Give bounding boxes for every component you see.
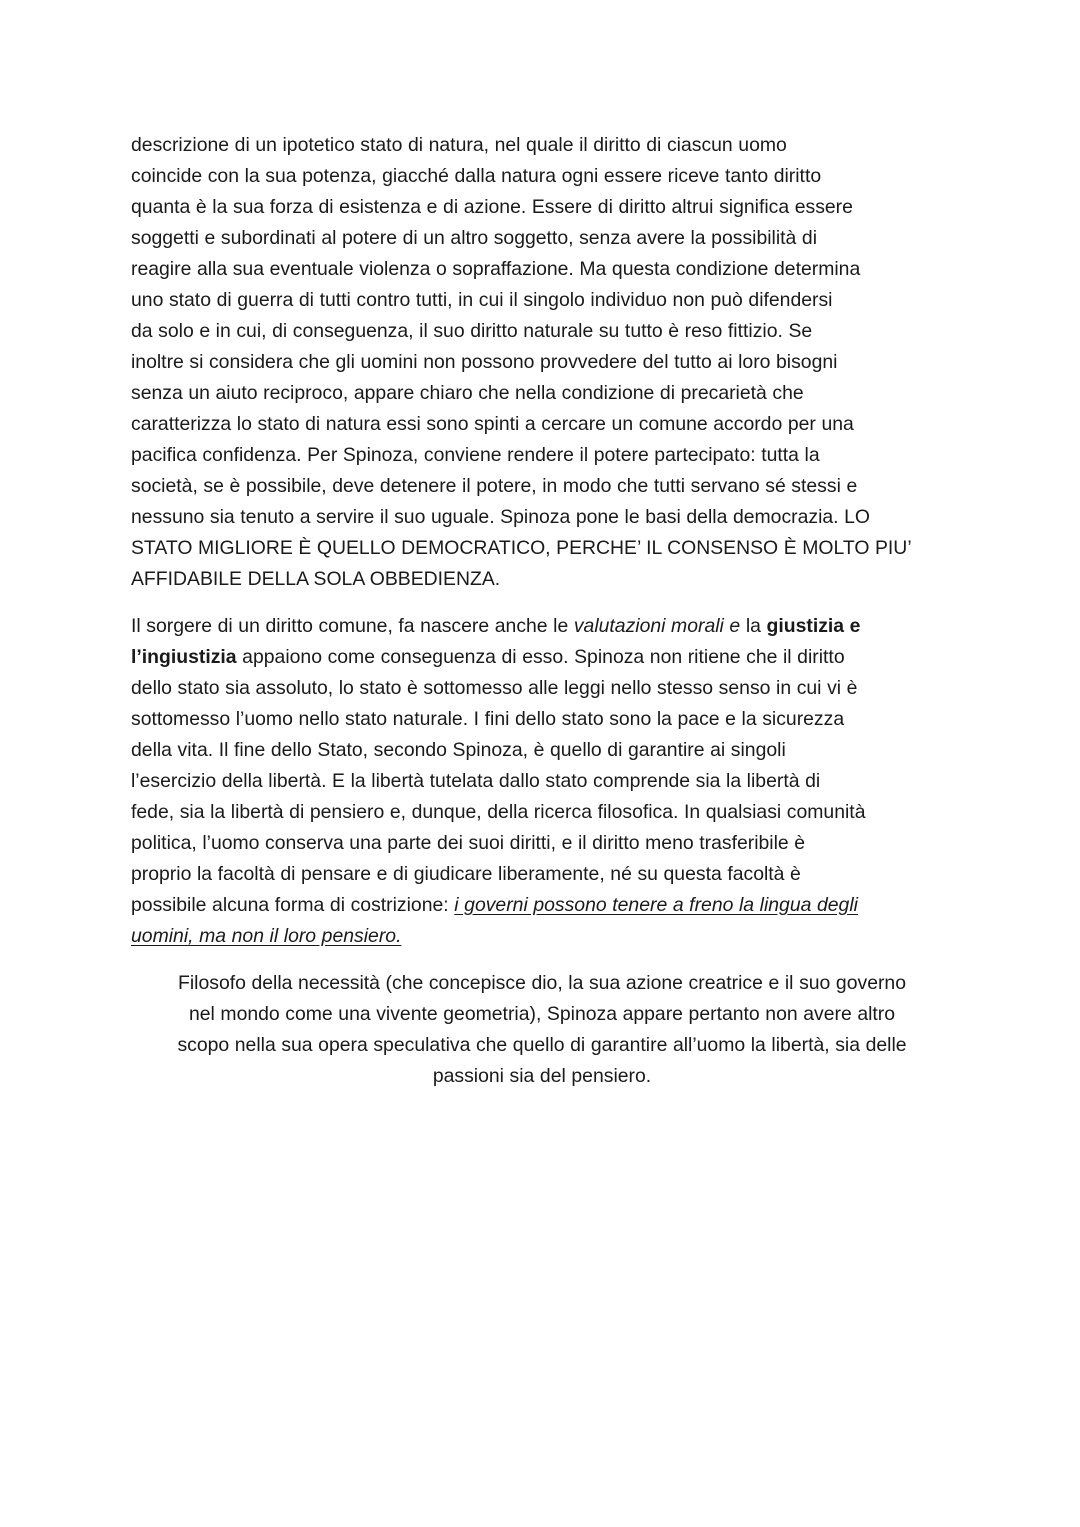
text-line-uppercase: AFFIDABILE DELLA SOLA OBBEDIENZA. [131,568,501,590]
text-line: pacifica confidenza. Per Spinoza, conviene rendere il potere partecipato: tutta la [131,444,820,466]
text-line: inoltre si considera che gli uomini non possono provvedere del tutto ai loro bisogni [131,351,838,373]
text-line: fede, sia la libertà di pensiero e, dunque, della ricerca filosofica. In qualsiasi comunità [131,801,866,823]
text-line [131,646,845,668]
text-line: l’esercizio della libertà. E la libertà tutelata dallo stato comprende sia la libertà di [131,770,821,792]
text-line: società, se è possibile, deve detenere il potere, in modo che tutti servano sé stessi e [131,475,858,497]
text-line: scopo nella sua opera speculativa che quello di garantire all’uomo la libertà, sia delle [177,1034,907,1056]
text-line: nessuno sia tenuto a servire il suo uguale. Spinoza pone le basi della democrazia. LO [131,506,871,528]
text-line: da solo e in cui, di conseguenza, il suo diritto naturale su tutto è reso fittizio. Se [131,320,813,342]
quote-underlined: i governi possono tenere a freno la lingua degli [454,894,858,916]
text-line: uno stato di guerra di tutti contro tutti, in cui il singolo individuo non può difendersi [131,289,833,311]
text-run: possibile alcuna forma di costrizione: [131,894,455,916]
text-line: proprio la facoltà di pensare e di giudicare liberamente, né su questa facoltà è [131,863,801,885]
text-line: caratterizza lo stato di natura essi sono spinti a cercare un comune accordo per una [131,413,854,435]
text-line: dello stato sia assoluto, lo stato è sottomesso alle leggi nello stesso senso in cui vi è [131,677,858,699]
paragraph-common-law [131,611,953,952]
text-line: coincide con la sua potenza, giacché dalla natura ogni essere riceve tanto diritto [131,165,822,187]
text-line: soggetti e subordinati al potere di un altro soggetto, senza avere la possibilità di [131,227,818,249]
text-line: sottomesso l’uomo nello stato naturale. I fini dello stato sono la pace e la sicurezza [131,708,845,730]
text-line: nel mondo come una vivente geometria), Spinoza appare pertanto non avere altro [188,1003,896,1025]
text-line: Filosofo della necessità (che concepisce dio, la sua azione creatrice e il suo governo [178,972,906,994]
text-line: reagire alla sua eventuale violenza o sopraffazione. Ma questa condizione determina [131,258,861,280]
paragraph-conclusion [131,968,953,1092]
bold-phrase: l’ingiustizia [131,646,237,668]
italic-phrase: valutazioni morali e [573,615,741,637]
quote-underlined: uomini, ma non il loro pensiero. [131,925,402,947]
text-line: senza un aiuto reciproco, appare chiaro che nella condizione di precarietà che [131,382,804,404]
text-line: passioni sia del pensiero. [432,1065,652,1087]
text-run: appaiono come conseguenza di esso. Spinoza non ritiene che il diritto [236,646,845,668]
text-run: la [740,615,767,637]
document-page [131,130,953,1092]
bold-phrase: giustizia e [766,615,861,637]
text-line-uppercase: STATO MIGLIORE È QUELLO DEMOCRATICO, PERCHE’ IL CONSENSO È MOLTO PIU’ [131,537,912,559]
text-line [131,894,858,916]
text-line: della vita. Il fine dello Stato, secondo Spinoza, è quello di garantire ai singoli [131,739,786,761]
paragraph-state-of-nature [131,130,953,595]
text-line: quanta è la sua forza di esistenza e di azione. Essere di diritto altrui significa essere [131,196,853,218]
text-line [131,615,860,637]
text-line: descrizione di un ipotetico stato di natura, nel quale il diritto di ciascun uomo [131,134,787,156]
text-line: politica, l’uomo conserva una parte dei suoi diritti, e il diritto meno trasferibile è [131,832,806,854]
text-run: Il sorgere di un diritto comune, fa nascere anche le [131,615,574,637]
